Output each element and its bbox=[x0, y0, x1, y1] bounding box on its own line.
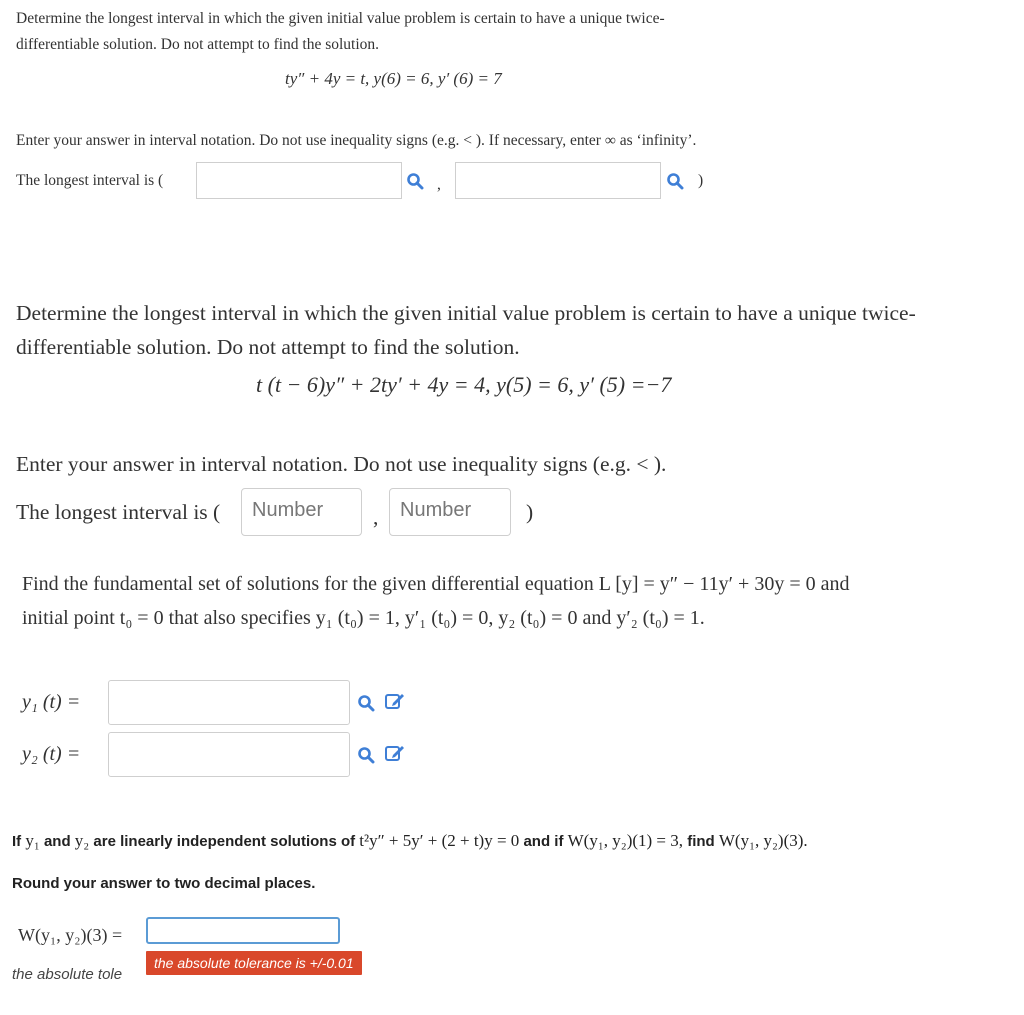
q4-rounding-note: Round your answer to two decimal places. bbox=[12, 875, 316, 892]
q3-prompt-line1: Find the fundamental set of solutions for the given differential equation L [y] = y″ − 11y′ + 30y = 0 and bbox=[22, 573, 850, 595]
edit-icon[interactable] bbox=[384, 691, 406, 711]
q2-lower-bound-input[interactable]: Number bbox=[241, 488, 362, 536]
search-icon[interactable] bbox=[357, 694, 375, 712]
q1-close-paren: ) bbox=[698, 172, 704, 189]
search-icon[interactable] bbox=[357, 746, 375, 764]
q2-comma: , bbox=[373, 505, 379, 529]
edit-icon[interactable] bbox=[384, 743, 406, 763]
q2-equation: t (t − 6)y″ + 2ty′ + 4y = 4, y(5) = 6, y′ (5) =−7 bbox=[256, 372, 672, 397]
q1-equation: ty″ + 4y = t, y(6) = 6, y′ (6) = 7 bbox=[285, 69, 502, 88]
q3-prompt-line2: initial point t₀ = 0 that also specifies y₁ (t₀) = 1, y′₁ (t₀) = 0, y₂ (t₀) = 0 and y′₂ (t₀) = 1. bbox=[22, 607, 705, 629]
q2-close-paren: ) bbox=[526, 500, 534, 524]
q2-instruction: Enter your answer in interval notation. Do not use inequality signs (e.g. < ). bbox=[16, 452, 667, 476]
q2-prompt-line1: Determine the longest interval in which the given initial value problem is certain to have a unique twice- bbox=[16, 301, 916, 325]
q2-answer-label: The longest interval is ( bbox=[16, 500, 221, 524]
wronskian-input[interactable] bbox=[146, 917, 340, 944]
y1-label: y₁ (t) = bbox=[22, 691, 81, 713]
y1-input[interactable] bbox=[108, 680, 350, 725]
q1-upper-bound-input[interactable] bbox=[455, 162, 661, 199]
q1-instruction: Enter your answer in interval notation. Do not use inequality signs (e.g. < ). If necessary, enter ∞ as ‘infinity’. bbox=[16, 132, 697, 149]
q2-upper-bound-input[interactable]: Number bbox=[389, 488, 511, 536]
search-icon[interactable] bbox=[406, 172, 424, 190]
q1-prompt-line1: Determine the longest interval in which the given initial value problem is certain to have a unique twice- bbox=[16, 10, 665, 27]
wronskian-label: W(y₁, y₂)(3) = bbox=[18, 925, 123, 945]
search-icon[interactable] bbox=[666, 172, 684, 190]
q4-prompt-line1: If y₁ and y₂ are linearly independent solutions of t²y″ + 5y′ + (2 + t)y = 0 and if W(y₁, y₂)(1) = 3, find W(y₁, y₂)(3). bbox=[12, 831, 808, 850]
q2-prompt-line2: differentiable solution. Do not attempt to find the solution. bbox=[16, 335, 520, 359]
q1-lower-bound-input[interactable] bbox=[196, 162, 402, 199]
q1-prompt-line2: differentiable solution. Do not attempt to find the solution. bbox=[16, 36, 380, 53]
tolerance-note: the absolute tole bbox=[12, 966, 123, 983]
y2-input[interactable] bbox=[108, 732, 350, 777]
tolerance-tooltip: the absolute tolerance is +/-0.01 bbox=[146, 951, 362, 975]
q1-comma: , bbox=[437, 176, 441, 193]
y2-label: y₂ (t) = bbox=[22, 743, 81, 765]
q1-answer-label: The longest interval is ( bbox=[16, 172, 164, 189]
